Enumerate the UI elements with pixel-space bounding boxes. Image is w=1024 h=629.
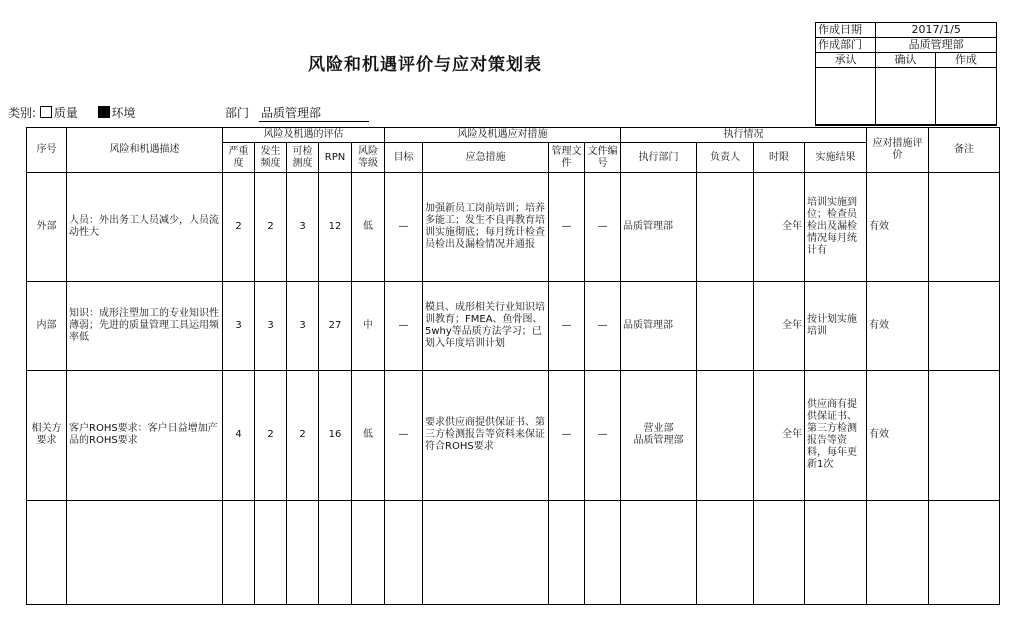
cell-seq[interactable]: 相关方要求 bbox=[27, 371, 67, 501]
cell-severity[interactable]: 2 bbox=[223, 173, 255, 282]
col-severity: 严重度 bbox=[223, 143, 255, 173]
cell-empty[interactable] bbox=[287, 500, 319, 604]
cell-remark[interactable] bbox=[929, 281, 1000, 371]
col-detect: 可检测度 bbox=[287, 143, 319, 173]
cell-frequency[interactable]: 2 bbox=[255, 173, 287, 282]
cell-goal[interactable]: — bbox=[385, 173, 423, 282]
risk-table bbox=[26, 127, 1000, 605]
col-exec-group: 执行情况 bbox=[621, 128, 867, 143]
cell-empty[interactable] bbox=[423, 500, 549, 604]
cell-emergency[interactable]: 要求供应商提供保证书、第三方检测报告等资料来保证符合ROHS要求 bbox=[423, 371, 549, 501]
cell-seq[interactable]: 外部 bbox=[27, 173, 67, 282]
cell-evaluation[interactable]: 有效 bbox=[867, 173, 929, 282]
cell-remark[interactable] bbox=[929, 173, 1000, 282]
approval-box bbox=[815, 22, 997, 126]
date-value: 2017/1/5 bbox=[876, 23, 997, 38]
cell-result[interactable]: 培训实施到位；检查员检出及漏检情况每月统计有 bbox=[805, 173, 867, 282]
cell-detect[interactable]: 3 bbox=[287, 173, 319, 282]
col-result: 实施结果 bbox=[805, 143, 867, 173]
col-owner: 负责人 bbox=[697, 143, 754, 173]
cell-doc-no[interactable]: — bbox=[585, 281, 621, 371]
confirm-sign-cell[interactable] bbox=[876, 68, 935, 126]
cell-mgmt-doc[interactable]: — bbox=[549, 173, 585, 282]
col-rpn: RPN bbox=[319, 143, 352, 173]
environment-label: 环境 bbox=[111, 106, 136, 120]
cell-empty[interactable] bbox=[319, 500, 352, 604]
cell-deadline[interactable]: 全年 bbox=[754, 173, 805, 282]
cell-owner[interactable] bbox=[697, 173, 754, 282]
department-line bbox=[225, 104, 369, 122]
category-line bbox=[8, 104, 136, 121]
col-exec-dept: 执行部门 bbox=[621, 143, 697, 173]
cell-evaluation[interactable]: 有效 bbox=[867, 371, 929, 501]
cell-mgmt-doc[interactable]: — bbox=[549, 371, 585, 501]
cell-remark[interactable] bbox=[929, 371, 1000, 501]
confirm-label: 确认 bbox=[876, 53, 935, 68]
cell-exec-dept[interactable]: 营业部 品质管理部 bbox=[621, 371, 697, 501]
col-level: 风险等级 bbox=[352, 143, 385, 173]
cell-detect[interactable]: 3 bbox=[287, 281, 319, 371]
cell-empty[interactable] bbox=[697, 500, 754, 604]
cell-frequency[interactable]: 3 bbox=[255, 281, 287, 371]
cell-empty[interactable] bbox=[549, 500, 585, 604]
table-row bbox=[27, 371, 1000, 501]
cell-empty[interactable] bbox=[929, 500, 1000, 604]
col-goal: 目标 bbox=[385, 143, 423, 173]
cell-level[interactable]: 中 bbox=[352, 281, 385, 371]
make-sign-cell[interactable] bbox=[935, 68, 996, 126]
cell-mgmt-doc[interactable]: — bbox=[549, 281, 585, 371]
col-emergency: 应急措施 bbox=[423, 143, 549, 173]
col-frequency: 发生频度 bbox=[255, 143, 287, 173]
cell-doc-no[interactable]: — bbox=[585, 173, 621, 282]
col-doc-no: 文件编号 bbox=[585, 143, 621, 173]
col-deadline: 时限 bbox=[754, 143, 805, 173]
col-eval-group: 风险及机遇的评估 bbox=[223, 128, 385, 143]
dept-value: 品质管理部 bbox=[876, 38, 997, 53]
cell-seq[interactable]: 内部 bbox=[27, 281, 67, 371]
cell-deadline[interactable]: 全年 bbox=[754, 371, 805, 501]
department-value: 品质管理部 bbox=[259, 104, 369, 122]
dept-label: 作成部门 bbox=[816, 38, 876, 53]
cell-empty[interactable] bbox=[585, 500, 621, 604]
cell-severity[interactable]: 4 bbox=[223, 371, 255, 501]
cell-evaluation[interactable]: 有效 bbox=[867, 281, 929, 371]
table-row bbox=[27, 173, 1000, 282]
cell-frequency[interactable]: 2 bbox=[255, 371, 287, 501]
table-row bbox=[27, 281, 1000, 371]
cell-level[interactable]: 低 bbox=[352, 371, 385, 501]
cell-exec-dept[interactable]: 品质管理部 bbox=[621, 173, 697, 282]
date-label: 作成日期 bbox=[816, 23, 876, 38]
cell-desc[interactable]: 人员：外出务工人员减少，人员流动性大 bbox=[67, 173, 223, 282]
cell-desc[interactable]: 客户ROHS要求：客户日益增加产品的ROHS要求 bbox=[67, 371, 223, 501]
cell-empty[interactable] bbox=[621, 500, 697, 604]
cell-detect[interactable]: 2 bbox=[287, 371, 319, 501]
col-mgmt-doc: 管理文件 bbox=[549, 143, 585, 173]
cell-owner[interactable] bbox=[697, 281, 754, 371]
cell-goal[interactable]: — bbox=[385, 281, 423, 371]
col-seq: 序号 bbox=[27, 128, 67, 173]
cell-empty[interactable] bbox=[385, 500, 423, 604]
category-label: 类别: bbox=[8, 106, 37, 120]
cell-emergency[interactable]: 模具、成形相关行业知识培训教育；FMEA、鱼骨图、5why等品质方法学习；已划入年度培训计划 bbox=[423, 281, 549, 371]
col-remark: 备注 bbox=[929, 128, 1000, 173]
cell-empty[interactable] bbox=[27, 500, 67, 604]
department-label: 部门 bbox=[225, 106, 250, 120]
col-desc: 风险和机遇描述 bbox=[67, 128, 223, 173]
approve-sign-cell[interactable] bbox=[816, 68, 876, 126]
cell-result[interactable]: 供应商有提供保证书、第三方检测报告等资料，每年更新1次 bbox=[805, 371, 867, 501]
cell-empty[interactable] bbox=[754, 500, 805, 604]
col-measure-group: 风险及机遇应对措施 bbox=[385, 128, 621, 143]
col-evaluation: 应对措施评价 bbox=[867, 128, 929, 173]
cell-result[interactable]: 按计划实施培训 bbox=[805, 281, 867, 371]
cell-deadline[interactable]: 全年 bbox=[754, 281, 805, 371]
cell-empty[interactable] bbox=[255, 500, 287, 604]
cell-doc-no[interactable]: — bbox=[585, 371, 621, 501]
cell-level[interactable]: 低 bbox=[352, 173, 385, 282]
cell-desc[interactable]: 知识：成形注塑加工的专业知识性薄弱；先进的质量管理工具运用频率低 bbox=[67, 281, 223, 371]
cell-empty[interactable] bbox=[67, 500, 223, 604]
cell-emergency[interactable]: 加强新员工岗前培训；培养多能工；发生不良再教育培训实施彻底；每月统计检查员检出及漏检情况并通报 bbox=[423, 173, 549, 282]
quality-label: 质量 bbox=[53, 106, 78, 120]
make-label: 作成 bbox=[935, 53, 996, 68]
form-title: 风险和机遇评价与应对策划表 bbox=[308, 55, 542, 75]
cell-severity[interactable]: 3 bbox=[223, 281, 255, 371]
cell-exec-dept[interactable]: 品质管理部 bbox=[621, 281, 697, 371]
cell-empty[interactable] bbox=[223, 500, 255, 604]
cell-rpn[interactable]: 27 bbox=[319, 281, 352, 371]
cell-empty[interactable] bbox=[805, 500, 867, 604]
cell-empty[interactable] bbox=[867, 500, 929, 604]
cell-rpn[interactable]: 16 bbox=[319, 371, 352, 501]
approve-label: 承认 bbox=[816, 53, 876, 68]
table-row-empty bbox=[27, 500, 1000, 604]
cell-goal[interactable]: — bbox=[385, 371, 423, 501]
quality-checkbox[interactable] bbox=[40, 106, 52, 118]
cell-rpn[interactable]: 12 bbox=[319, 173, 352, 282]
cell-empty[interactable] bbox=[352, 500, 385, 604]
environment-checkbox[interactable] bbox=[98, 106, 110, 118]
cell-owner[interactable] bbox=[697, 371, 754, 501]
